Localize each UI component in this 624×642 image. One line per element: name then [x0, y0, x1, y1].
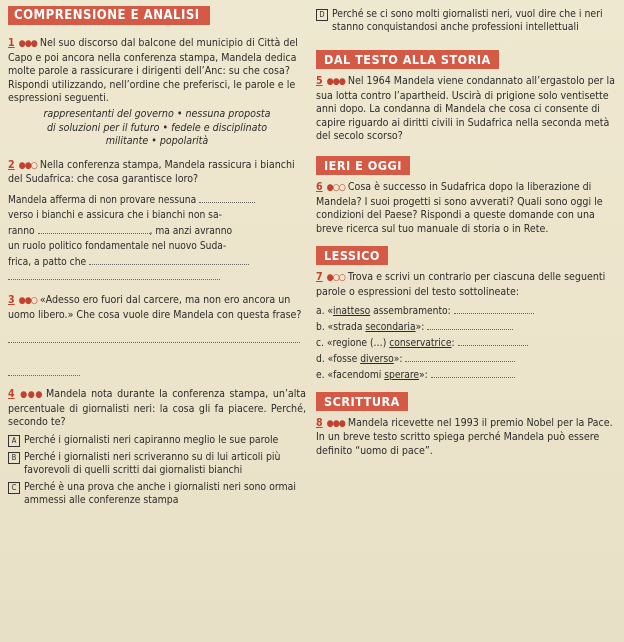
- question-text: Trova e scrivi un contrario per ciascuna delle seguenti parole o espressioni del testo sottolineate:: [316, 271, 606, 298]
- question-number: 6: [316, 180, 323, 193]
- answer-line[interactable]: [8, 342, 300, 343]
- difficulty-dots-icon: ●●○: [18, 295, 37, 306]
- question-text: «Adesso ero fuori dal carcere, ma non ero ancora un uomo libero.» Che cosa vuole dire Mandela con questa frase?: [8, 293, 302, 321]
- question-number: 5: [316, 75, 323, 87]
- question-number: 4: [8, 388, 15, 401]
- answer-blank[interactable]: [431, 377, 515, 378]
- term-line-1: rappresentanti del governo • nessuna proposta: [43, 107, 271, 120]
- cloze-line: un ruolo politico fondamentale nel nuovo Suda-: [8, 241, 227, 253]
- section-banner-lessico: LESSICO: [316, 246, 388, 265]
- difficulty-dots-icon: ●●○: [18, 160, 37, 171]
- cloze-line: frica, a patto che: [8, 256, 87, 268]
- cloze-line: Mandela afferma di non provare nessuna: [8, 194, 197, 206]
- question-number: 7: [316, 271, 323, 284]
- vocab-item-b: b. «strada secondaria»:: [316, 320, 618, 336]
- option-text: Perché i giornalisti neri capiranno meglio le sue parole: [24, 433, 279, 446]
- left-column: [8, 0, 306, 507]
- vocab-item-a: a. «inatteso assembramento:: [316, 304, 618, 320]
- option-text: Perché i giornalisti neri scriveranno su di lui articoli più favorevoli di quelli scritti dai giornalisti bianchi: [24, 450, 281, 476]
- question-4: [8, 388, 306, 430]
- answer-blank[interactable]: [458, 345, 528, 346]
- difficulty-dots-icon: ●○○: [326, 273, 345, 284]
- section-banner-comprensione: COMPRENSIONE E ANALISI: [8, 6, 210, 25]
- answer-blank[interactable]: [89, 264, 249, 265]
- section-banner-ieri-oggi: IERI E OGGI: [316, 156, 410, 175]
- cloze-line: ranno: [8, 225, 35, 237]
- answer-blank[interactable]: [38, 233, 150, 234]
- answer-blank[interactable]: [454, 313, 534, 314]
- difficulty-dots-icon: ●●●: [18, 390, 43, 401]
- vocab-item-c: c. «regione (…) conservatrice:: [316, 336, 618, 352]
- option-text: Perché è una prova che anche i giornalisti neri sono ormai ammessi alle conferenze stampa: [24, 480, 296, 506]
- answer-blank[interactable]: [199, 202, 255, 203]
- question-7: [316, 271, 618, 299]
- answer-blank[interactable]: [8, 279, 220, 280]
- cloze-line: verso i bianchi e assicura che i bianchi non sa-: [8, 210, 222, 222]
- question-number: 1: [8, 37, 15, 49]
- question-5: [316, 75, 618, 144]
- difficulty-dots-icon: ●○○: [326, 182, 345, 193]
- checkbox[interactable]: C: [8, 482, 20, 494]
- vocab-item-e: e. «facendomi sperare»:: [316, 368, 618, 384]
- option-a[interactable]: [8, 434, 306, 447]
- option-text: Perché se ci sono molti giornalisti neri, vuol dire che i neri stanno conquistandosi anche professioni intellettuali: [332, 8, 603, 33]
- term-line-3: militante • popolarità: [105, 135, 209, 148]
- answer-blank[interactable]: [405, 361, 515, 362]
- right-column: [316, 0, 618, 458]
- section-banner-storia: DAL TESTO ALLA STORIA: [316, 50, 499, 69]
- question-2: [8, 159, 306, 187]
- question-number: 3: [8, 293, 15, 306]
- question-text: Mandela ricevette nel 1993 il premio Nobel per la Pace. In un breve testo scritto spiega perché Mandela può essere definito “uomo di pace”.: [316, 416, 613, 457]
- answer-line[interactable]: [8, 375, 80, 376]
- question-text: Nella conferenza stampa, Mandela rassicura i bianchi del Sudafrica: che cosa garantisce loro?: [8, 158, 295, 186]
- question-number: 8: [316, 416, 323, 429]
- difficulty-dots-icon: ●●●: [326, 77, 345, 87]
- vocab-item-d: d. «fosse diverso»:: [316, 352, 618, 368]
- option-d[interactable]: [316, 8, 618, 34]
- checkbox[interactable]: B: [8, 452, 20, 464]
- question-text: Nel suo discorso dal balcone del municipio di Città del Capo e poi ancora nella conferenza stampa, Mandela dedica molte parole a rassicurare i dirigenti dell’Anc: su che cosa? Rispondi utilizzando, nell’ordine che preferisci, le parole e le espressioni seguenti.: [8, 37, 298, 105]
- cloze-exercise: [8, 193, 306, 286]
- checkbox[interactable]: D: [316, 9, 328, 21]
- question-text: Mandela nota durante la conferenza stampa, un’alta percentuale di giornalisti neri: la cosa gli fa piacere. Perché, secondo te?: [8, 388, 306, 429]
- term-line-2: di soluzioni per il futuro • fedele e disciplinato: [46, 121, 268, 134]
- question-text: Nel 1964 Mandela viene condannato all’ergastolo per la sua lotta contro l’apartheid. Uscirà di prigione solo ventisette anni dopo. La condanna di Mandela che cosa ci consente di capire riguardo ai diritti civili in Sudafrica nella seconda metà del secolo scorso?: [316, 75, 615, 143]
- question-1: [8, 37, 306, 106]
- cloze-line: , ma anzi avranno: [149, 225, 233, 237]
- answer-blank[interactable]: [427, 329, 513, 330]
- question-8: [316, 417, 618, 459]
- question-text: Cosa è successo in Sudafrica dopo la liberazione di Mandela? I suoi progetti si sono avverati? Quali sono oggi le condizioni del Paese? Rispondi a queste domande con una breve ricerca sul tuo manuale di storia o in Rete.: [316, 180, 603, 235]
- difficulty-dots-icon: ●●●: [18, 39, 37, 49]
- question-3: [8, 294, 306, 322]
- question-6: [316, 181, 618, 236]
- difficulty-dots-icon: ●●●: [326, 418, 345, 429]
- question-number: 2: [8, 158, 15, 171]
- option-b[interactable]: [8, 451, 306, 477]
- option-c[interactable]: [8, 481, 306, 507]
- vocabulary-list: [316, 304, 618, 384]
- checkbox[interactable]: A: [8, 435, 20, 447]
- section-banner-scrittura: SCRITTURA: [316, 392, 408, 411]
